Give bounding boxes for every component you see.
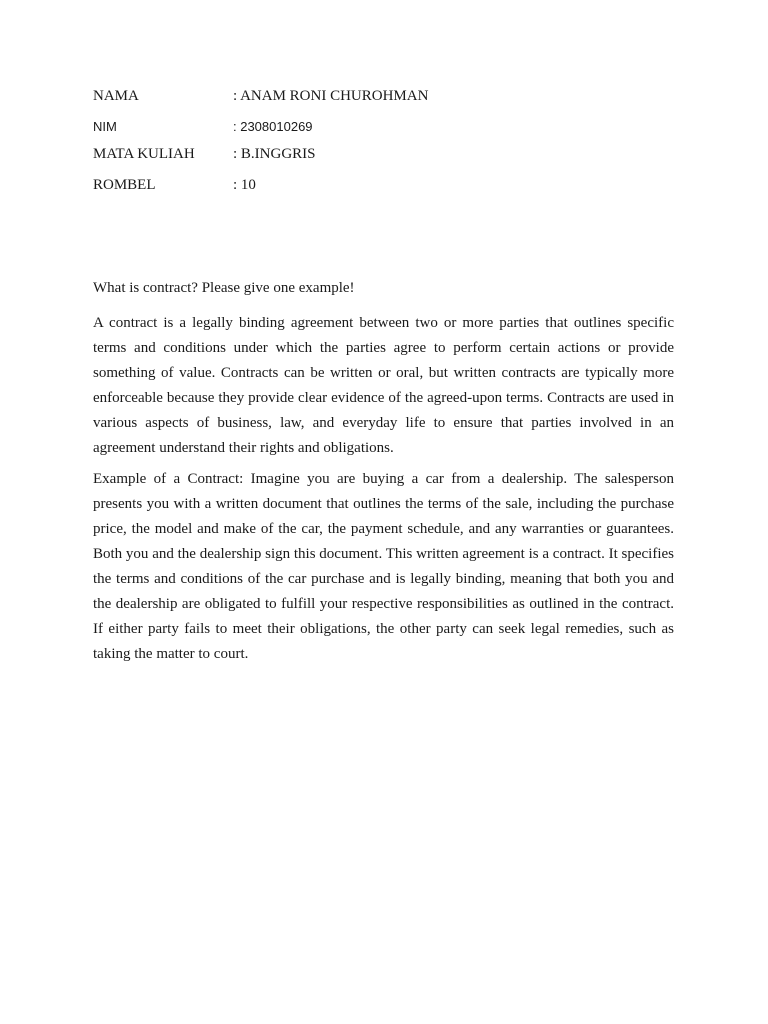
nama-value: : ANAM RONI CHUROHMAN (233, 88, 429, 104)
question-text: What is contract? Please give one example! (93, 280, 355, 296)
example-paragraph: Example of a Contract: Imagine you are buying a car from a dealership. The salesperson presents you with a written document that outlines the terms of the sale, including the purchase price, the model and make of the car, the payment schedule, and any warranties or guarantees. Both you and the dealership sign this document. This written agreement is a contract. It specifies the terms and conditions of the car purchase and is legally binding, meaning that both you and the dealership are obligated to fulfill your respective responsibilities as outlined in the contract. If either party fails to meet their obligations, the other party can seek legal remedies, such as taking the matter to court. (93, 471, 674, 662)
info-row-nama (93, 86, 653, 106)
rombel-label: ROMBEL (93, 177, 156, 193)
nim-value: : 2308010269 (233, 119, 313, 134)
rombel-value: : 10 (233, 177, 256, 193)
info-row-mata-kuliah (93, 144, 653, 164)
nama-label: NAMA (93, 88, 139, 104)
info-row-rombel (93, 175, 653, 195)
definition-paragraph: A contract is a legally binding agreement between two or more parties that outlines specific terms and conditions under which the parties agree to perform certain actions or provide something of value. Contracts can be written or oral, but written contracts are typically more enforceable because they provide clear evidence of the agreed-upon terms. Contracts are used in various aspects of business, law, and everyday life to ensure that parties involved in an agreement understand their rights and obligations. (93, 315, 674, 456)
mata-kuliah-label: MATA KULIAH (93, 146, 195, 162)
student-info (93, 86, 653, 195)
info-row-nim (93, 117, 653, 137)
nim-label: NIM (93, 119, 117, 134)
document-body (93, 276, 674, 673)
mata-kuliah-value: : B.INGGRIS (233, 146, 316, 162)
